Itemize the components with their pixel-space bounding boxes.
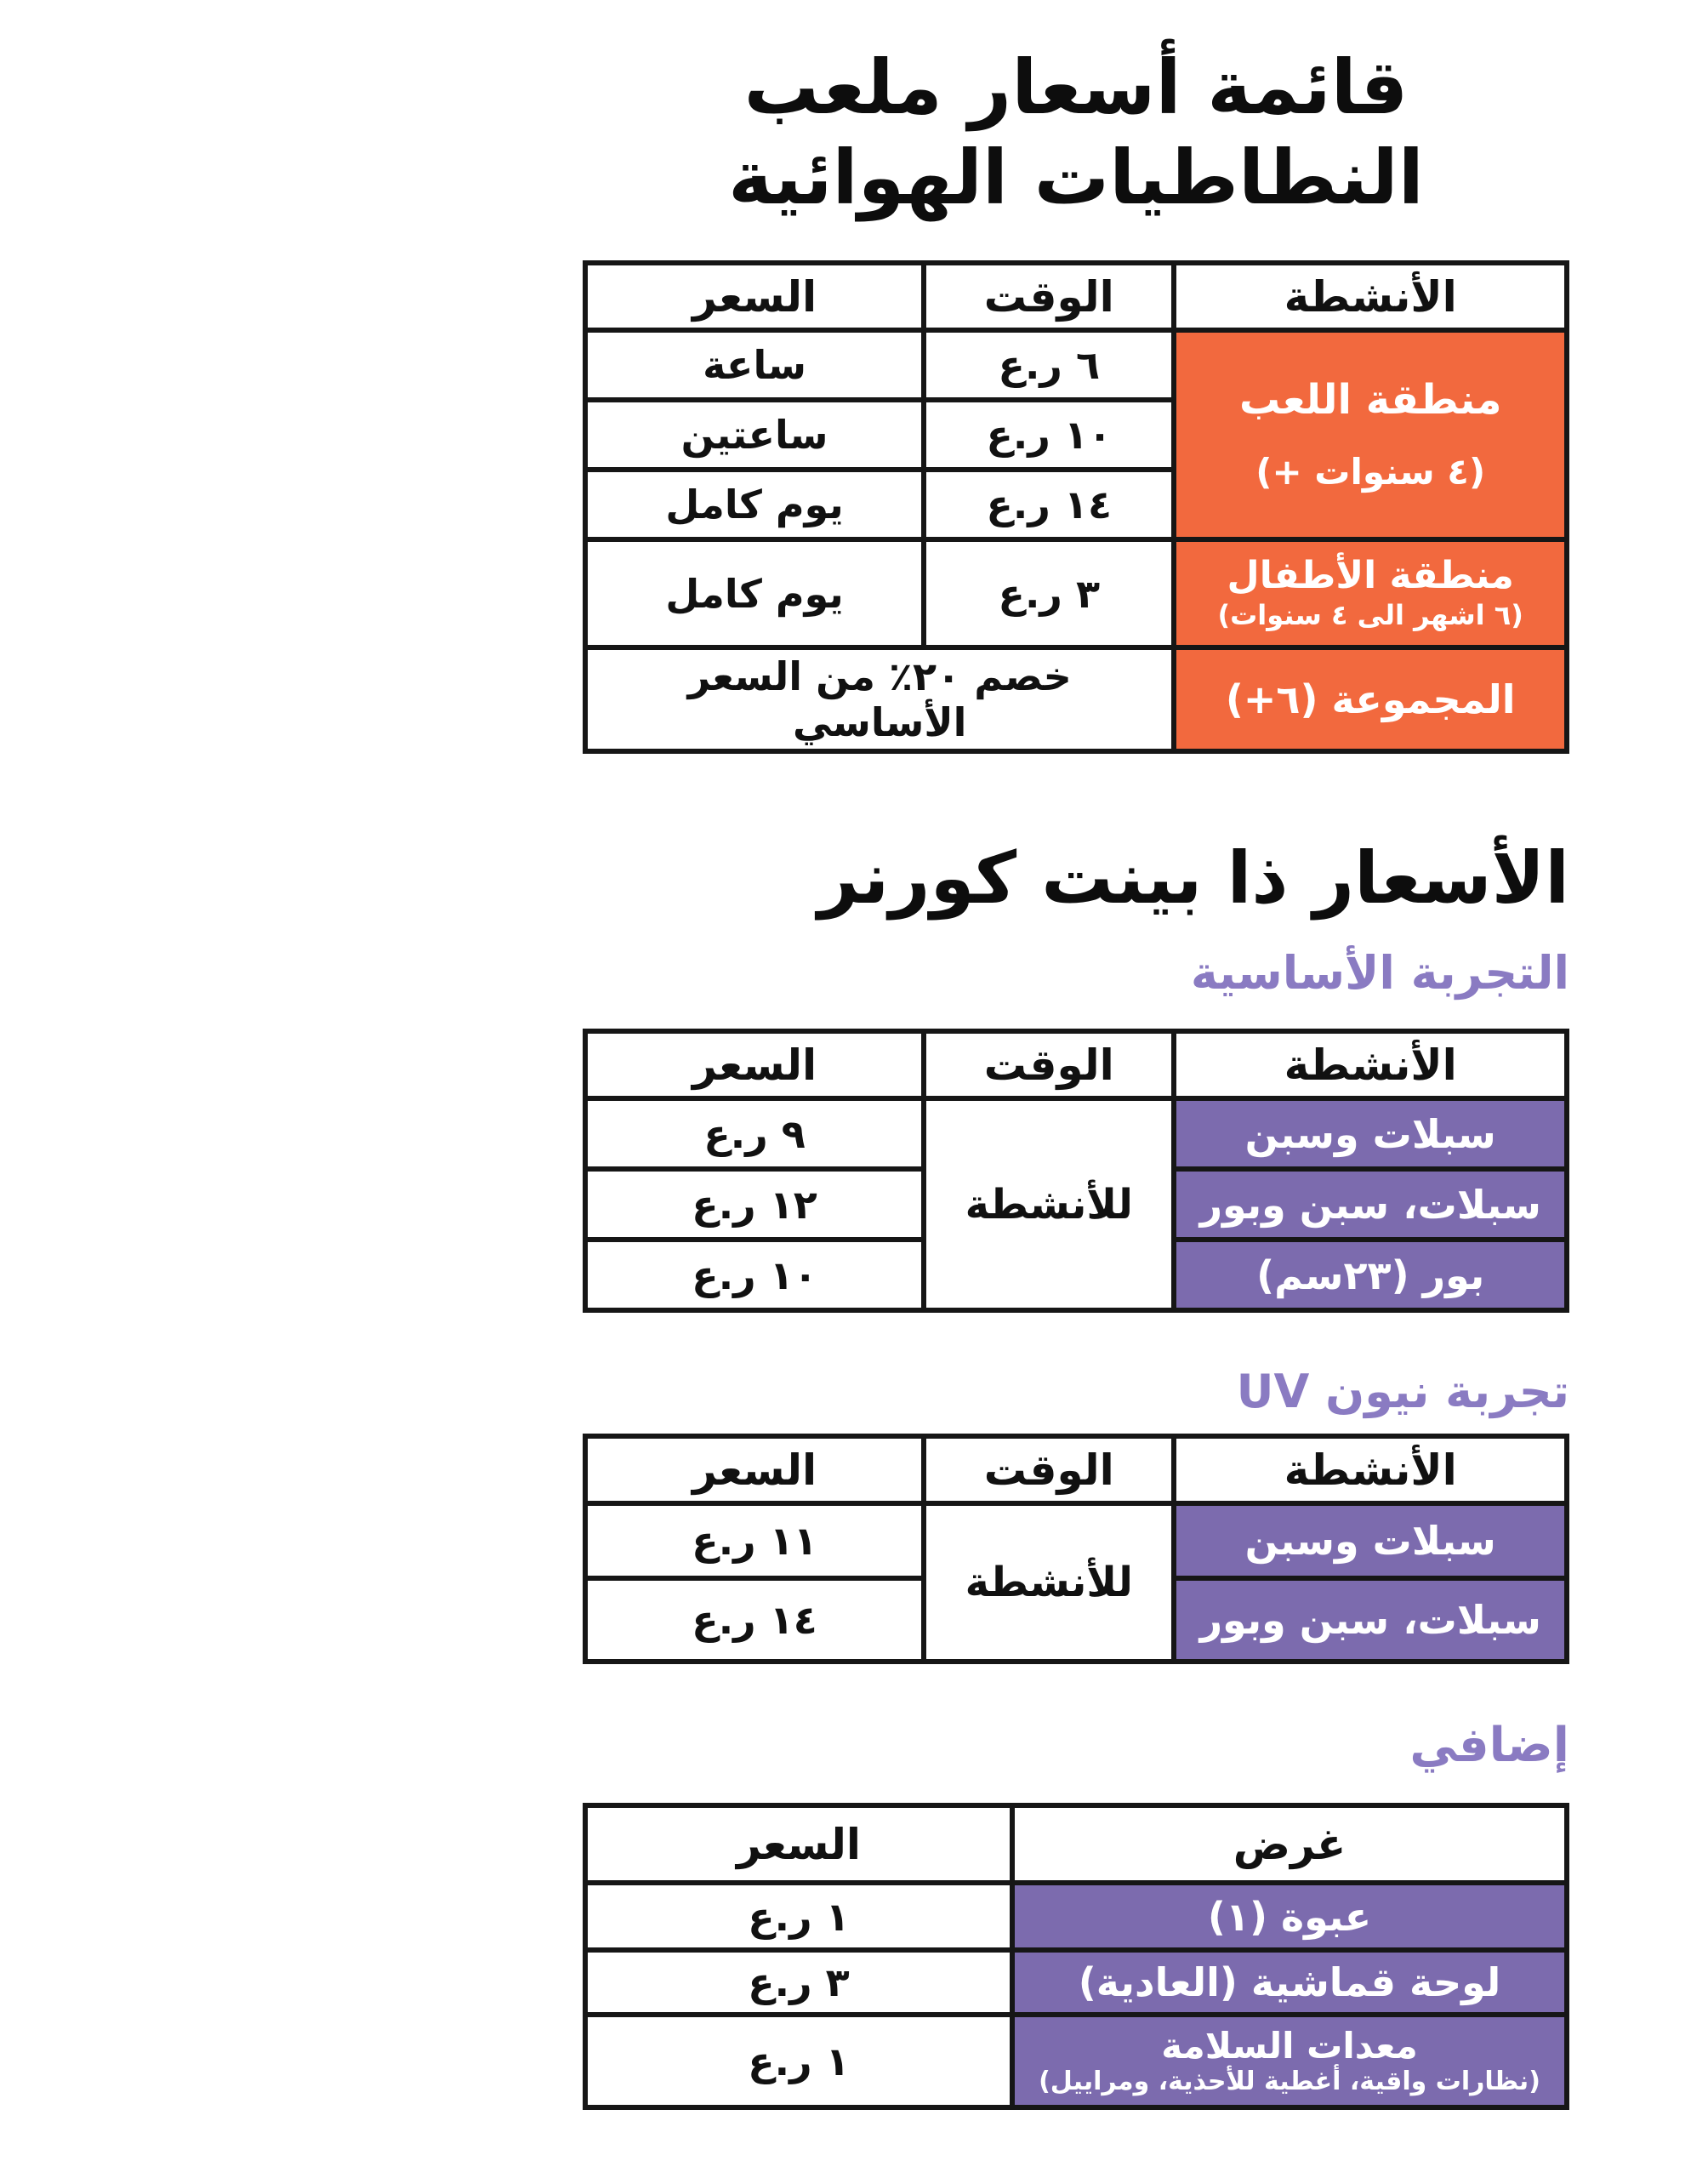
column-header-activities: الأنشطة — [1174, 263, 1567, 330]
price-cell: ١ ر.ع — [585, 2015, 1012, 2107]
time-cell: ١٤ ر.ع — [924, 470, 1174, 539]
price-cell: ٣ ر.ع — [585, 1950, 1012, 2015]
column-header-price: السعر — [585, 1436, 924, 1503]
time-cell: ١٠ ر.ع — [924, 400, 1174, 470]
column-header-time: الوقت — [924, 1031, 1174, 1098]
activity-cell: بور (٢٣سم) — [1174, 1240, 1567, 1310]
table-row — [585, 539, 1567, 647]
column-header-price: السعر — [585, 1805, 1012, 1883]
column-header-activities: الأنشطة — [1174, 1436, 1567, 1503]
extras-heading: إضافي — [1409, 1718, 1569, 1774]
group-cell: المجموعة (٦+) — [1174, 647, 1567, 751]
table-row — [585, 1098, 1567, 1169]
trampoline-pricing-table — [583, 260, 1569, 754]
basic-experience-heading: التجربة الأساسية — [1190, 945, 1569, 1000]
kids-area-label: منطقة الأطفال — [1227, 554, 1514, 598]
price-cell: ١١ ر.ع — [585, 1503, 924, 1578]
column-header-price: السعر — [585, 1031, 924, 1098]
time-merged-cell: للأنشطة — [924, 1503, 1174, 1662]
price-cell: ١ ر.ع — [585, 1883, 1012, 1950]
table-header-row — [585, 1805, 1567, 1883]
price-cell: يوم كامل — [585, 539, 924, 647]
table-row — [585, 647, 1567, 751]
uv-experience-table — [583, 1434, 1569, 1664]
kids-area-cell — [1174, 539, 1567, 647]
price-cell: ١٢ ر.ع — [585, 1169, 924, 1240]
pricing-document — [583, 0, 1569, 2110]
activity-cell: سبلات وسبن — [1174, 1098, 1567, 1169]
extras-table — [583, 1803, 1569, 2110]
table-header-row — [585, 1436, 1567, 1503]
item-cell: عبوة (١) — [1012, 1883, 1567, 1950]
price-cell: ١٤ ر.ع — [585, 1578, 924, 1662]
column-header-price: السعر — [585, 263, 924, 330]
group-discount-note: خصم ٢٠٪ من السعر الأساسي — [585, 647, 1174, 751]
table-header-row — [585, 263, 1567, 330]
table-row — [585, 330, 1567, 400]
safety-label: معدات السلامة — [1161, 2024, 1418, 2067]
column-header-activities: الأنشطة — [1174, 1031, 1567, 1098]
column-header-item: غرض — [1012, 1805, 1567, 1883]
time-cell: ٣ ر.ع — [924, 539, 1174, 647]
price-cell: ساعة — [585, 330, 924, 400]
kids-area-label-group — [1188, 555, 1552, 632]
page-title: قائمة أسعار ملعب النطاطيات الهوائية — [728, 43, 1424, 221]
time-cell: ٦ ر.ع — [924, 330, 1174, 400]
price-cell: ساعتين — [585, 400, 924, 470]
uv-experience-heading: تجربة نيون UV — [1236, 1365, 1569, 1419]
basic-experience-table — [583, 1029, 1569, 1313]
price-cell: ١٠ ر.ع — [585, 1240, 924, 1310]
activity-cell: سبلات، سبن وبور — [1174, 1578, 1567, 1662]
play-area-label: منطقة اللعب — [1239, 376, 1502, 425]
table-row — [585, 2015, 1567, 2107]
price-cell: يوم كامل — [585, 470, 924, 539]
table-row — [585, 1883, 1567, 1950]
play-area-cell — [1174, 330, 1567, 539]
safety-label-group — [1027, 2026, 1552, 2097]
safety-detail: (نظارات واقية، أغطية للأحذية، ومراييل) — [1039, 2066, 1540, 2096]
table-row — [585, 1503, 1567, 1578]
play-area-age-note: (٤ سنوات +) — [1255, 450, 1486, 493]
activity-cell: سبلات، سبن وبور — [1174, 1169, 1567, 1240]
column-header-time: الوقت — [924, 1436, 1174, 1503]
paint-corner-section-title: الأسعار ذا بينت كورنر — [817, 836, 1569, 921]
kids-area-age-note: (٦ اشهر الى ٤ سنوات) — [1217, 598, 1523, 631]
price-cell: ٩ ر.ع — [585, 1098, 924, 1169]
play-area-label-group — [1188, 376, 1552, 493]
column-header-time: الوقت — [924, 263, 1174, 330]
table-row — [585, 1950, 1567, 2015]
safety-equipment-cell — [1012, 2015, 1567, 2107]
time-merged-cell: للأنشطة — [924, 1098, 1174, 1310]
activity-cell: سبلات وسبن — [1174, 1503, 1567, 1578]
table-header-row — [585, 1031, 1567, 1098]
item-cell: لوحة قماشية (العادية) — [1012, 1950, 1567, 2015]
